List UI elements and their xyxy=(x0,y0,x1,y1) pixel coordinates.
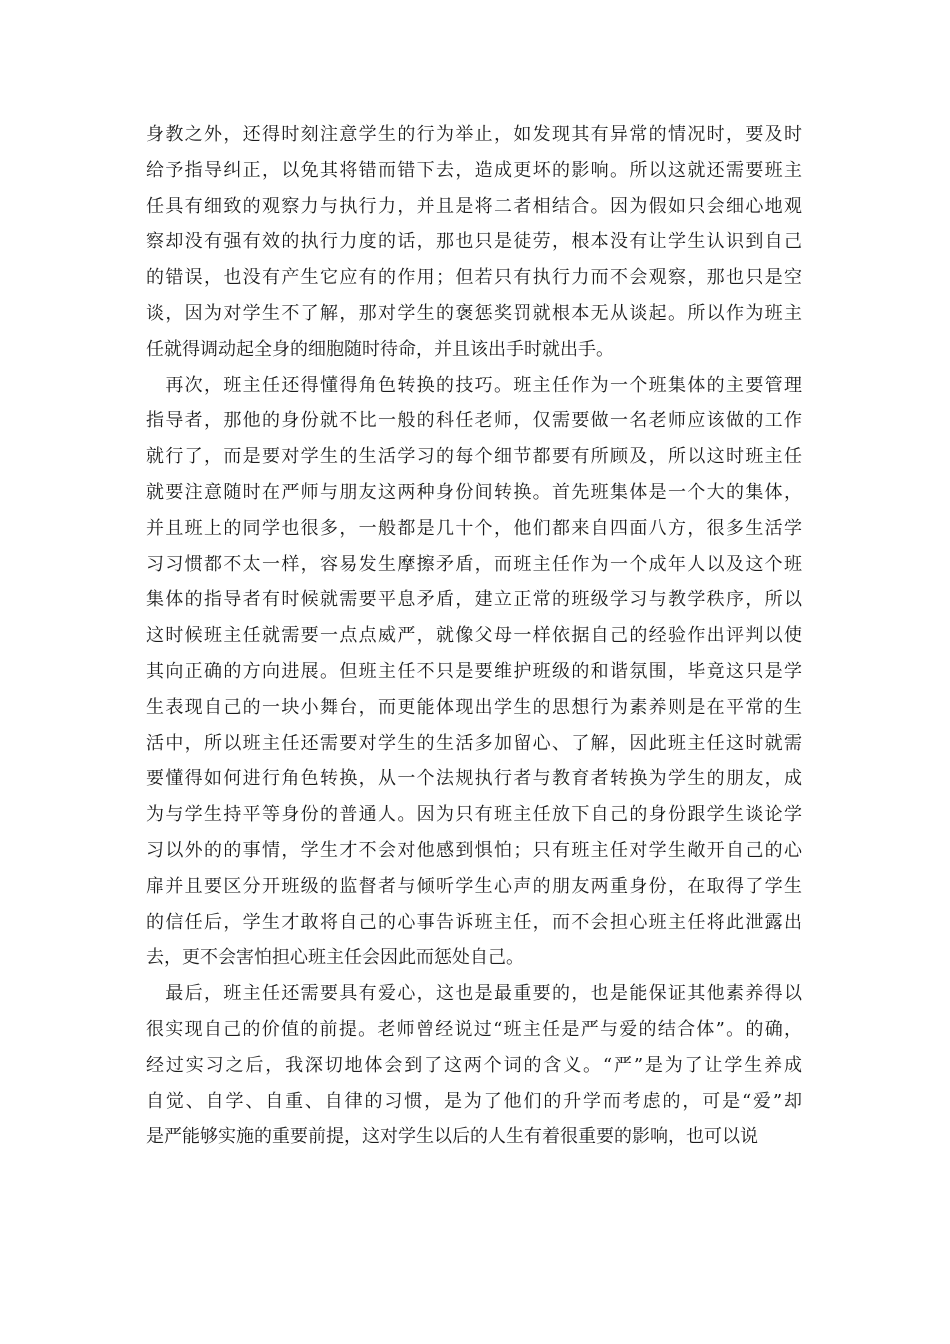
text-line: 察却没有强有效的执行力度的话，那也只是徒劳，根本没有让学生认识到自己 xyxy=(146,231,802,253)
text-line: 为与学生持平等身份的普通人。因为只有班主任放下自己的身份跟学生谈论学 xyxy=(146,804,802,826)
text-line: 指导者，那他的身份就不比一般的科任老师，仅需要做一名老师应该做的工作 xyxy=(146,410,802,432)
text-line: 的信任后，学生才敢将自己的心事告诉班主任，而不会担心班主任将此泄露出 xyxy=(146,911,802,933)
text-line: 再次，班主任还得懂得角色转换的技巧。班主任作为一个班集体的主要管理 xyxy=(146,374,802,396)
paragraph xyxy=(146,976,802,1155)
text-line: 任就得调动起全身的细胞随时待命，并且该出手时就出手。 xyxy=(146,338,614,360)
paragraph xyxy=(146,117,802,368)
text-line: 的错误，也没有产生它应有的作用；但若只有执行力而不会观察，那也只是空 xyxy=(146,267,802,289)
body-text xyxy=(146,117,802,1155)
text-line: 自觉、自学、自重、自律的习惯，是为了他们的升学而考虑的，可是“爱”却 xyxy=(146,1090,802,1112)
text-line: 很实现自己的价值的前提。老师曾经说过“班主任是严与爱的结合体”。的确， xyxy=(146,1018,802,1040)
text-line: 并且班上的同学也很多，一般都是几十个，他们都来自四面八方，很多生活学 xyxy=(146,517,802,539)
text-line: 就行了，而是要对学生的生活学习的每个细节都要有所顾及，所以这时班主任 xyxy=(146,446,802,468)
text-line: 去，更不会害怕担心班主任会因此而惩处自己。 xyxy=(146,947,524,969)
text-line: 身教之外，还得时刻注意学生的行为举止，如发现其有异常的情况时，要及时 xyxy=(146,124,802,145)
text-line: 集体的指导者有时候就需要平息矛盾，建立正常的班级学习与教学秩序，所以 xyxy=(146,589,802,611)
text-line: 要懂得如何进行角色转换，从一个法规执行者与教育者转换为学生的朋友，成 xyxy=(146,768,802,790)
text-line: 谈，因为对学生不了解，那对学生的褒惩奖罚就根本无从谈起。所以作为班主 xyxy=(146,302,802,324)
text-line: 习以外的的事情，学生才不会对他感到惧怕；只有班主任对学生敞开自己的心 xyxy=(146,839,802,861)
text-line: 活中，所以班主任还需要对学生的生活多加留心、了解，因此班主任这时就需 xyxy=(146,732,802,754)
text-line: 是严能够实施的重要前提，这对学生以后的人生有着很重要的影响，也可以说 xyxy=(146,1126,758,1148)
text-line: 扉并且要区分开班级的监督者与倾听学生心声的朋友两重身份，在取得了学生 xyxy=(146,875,802,897)
text-line: 生表现自己的一块小舞台，而更能体现出学生的思想行为素养则是在平常的生 xyxy=(146,696,802,718)
text-line: 经过实习之后，我深切地体会到了这两个词的含义。“严”是为了让学生养成 xyxy=(146,1054,802,1076)
text-line: 给予指导纠正，以免其将错而错下去，造成更坏的影响。所以这就还需要班主 xyxy=(146,159,802,181)
text-line: 就要注意随时在严师与朋友这两种身份间转换。首先班集体是一个大的集体， xyxy=(146,481,802,503)
text-line: 任具有细致的观察力与执行力，并且是将二者相结合。因为假如只会细心地观 xyxy=(146,195,802,217)
paragraph xyxy=(146,368,802,977)
text-line: 习习惯都不太一样，容易发生摩擦矛盾，而班主任作为一个成年人以及这个班 xyxy=(146,553,802,575)
text-line: 这时候班主任就需要一点点威严，就像父母一样依据自己的经验作出评判以使 xyxy=(146,625,802,647)
text-line: 其向正确的方向进展。但班主任不只是要维护班级的和谐氛围，毕竟这只是学 xyxy=(146,660,802,682)
text-line: 最后，班主任还需要具有爱心，这也是最重要的，也是能保证其他素养得以 xyxy=(146,983,802,1005)
